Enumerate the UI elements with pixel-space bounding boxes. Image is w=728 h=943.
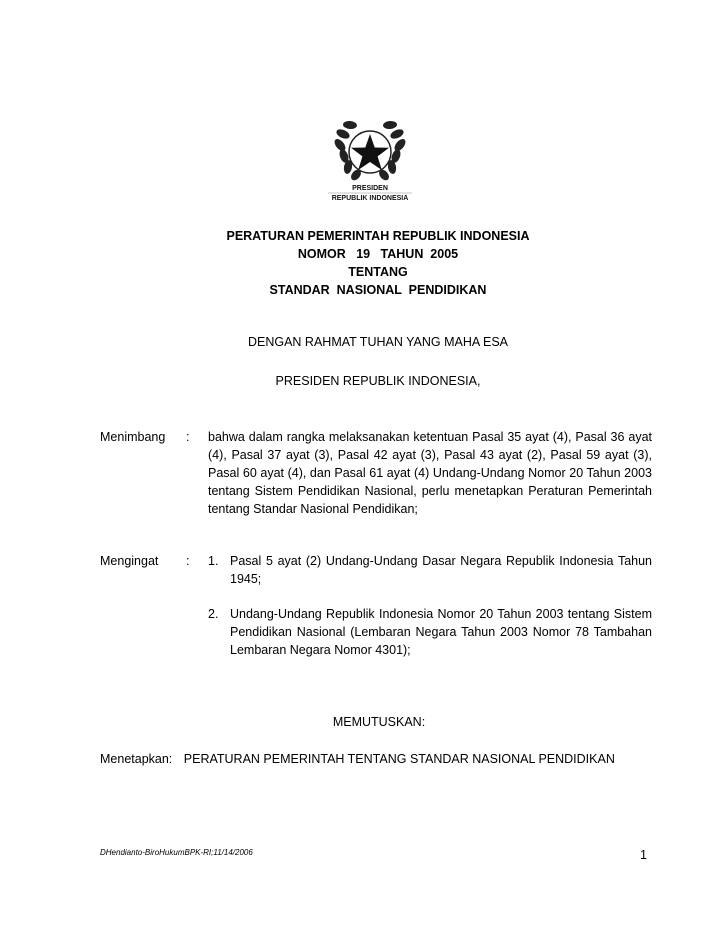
menetapkan-section bbox=[100, 752, 660, 766]
emblem-line1: PRESIDEN bbox=[352, 185, 388, 192]
emblem-line2: REPUBLIK INDONESIA bbox=[331, 195, 409, 202]
mengingat-colon: : bbox=[186, 554, 190, 568]
menimbang-section bbox=[100, 428, 652, 520]
menetapkan-label: Menetapkan: bbox=[100, 752, 173, 766]
menimbang-text: bahwa dalam rangka melaksanakan ketentuan Pasal 35 ayat (4), Pasal 36 ayat (4), Pasal 37 ayat (3), Pasal 42 ayat (3), Pasal 43 ayat (2), Pasal 59 ayat (3), Pasal 60 ayat (4), dan Pasal 61 ayat (4) Undang-Undang Nomor 20 Tahun 2003 tentang Sistem Pendidikan Nasional, perlu menetapkan Peraturan Pemerintah tentang Standar Nasional Pendidikan; bbox=[208, 430, 652, 516]
mengingat-item-2-row bbox=[100, 605, 652, 661]
menimbang-label: Menimbang bbox=[100, 430, 166, 444]
garuda-star-wreath-icon bbox=[310, 112, 430, 208]
mengingat-item-1 bbox=[208, 552, 652, 588]
menetapkan-text: PERATURAN PEMERINTAH TENTANG STANDAR NASIONAL PENDIDIKAN bbox=[183, 752, 615, 766]
document-title bbox=[100, 227, 656, 299]
title-line-4: STANDAR NASIONAL PENDIDIKAN bbox=[269, 283, 487, 297]
grace-statement: DENGAN RAHMAT TUHAN YANG MAHA ESA bbox=[247, 335, 508, 349]
footer-source: DHendianto-BiroHukumBPK-RI;11/14/2006 bbox=[100, 848, 253, 857]
page-number: 1 bbox=[640, 848, 647, 862]
title-line-3: TENTANG bbox=[348, 265, 408, 279]
mengingat-item-2-number: 2. bbox=[208, 607, 219, 621]
mengingat-item-2-text: Undang-Undang Republik Indonesia Nomor 20 Tahun 2003 tentang Sistem Pendidikan Nasional (Lembaran Negara Tahun 2003 Nomor 78 Tambahan Lembaran Negara Nomor 4301); bbox=[230, 607, 652, 657]
mengingat-item-1-text: Pasal 5 ayat (2) Undang-Undang Dasar Negara Republik Indonesia Tahun 1945; bbox=[230, 554, 652, 586]
presidential-emblem bbox=[310, 112, 430, 208]
mengingat-section bbox=[100, 552, 652, 592]
president-statement: PRESIDEN REPUBLIK INDONESIA, bbox=[275, 374, 481, 388]
mengingat-item-2 bbox=[208, 605, 652, 659]
menimbang-colon: : bbox=[186, 430, 190, 444]
title-line-2: NOMOR 19 TAHUN 2005 bbox=[297, 247, 459, 261]
mengingat-item-1-number: 1. bbox=[208, 554, 219, 568]
mengingat-label: Mengingat bbox=[100, 554, 159, 568]
title-line-1: PERATURAN PEMERINTAH REPUBLIK INDONESIA bbox=[226, 229, 530, 243]
memutuskan-heading: MEMUTUSKAN: bbox=[332, 715, 426, 729]
